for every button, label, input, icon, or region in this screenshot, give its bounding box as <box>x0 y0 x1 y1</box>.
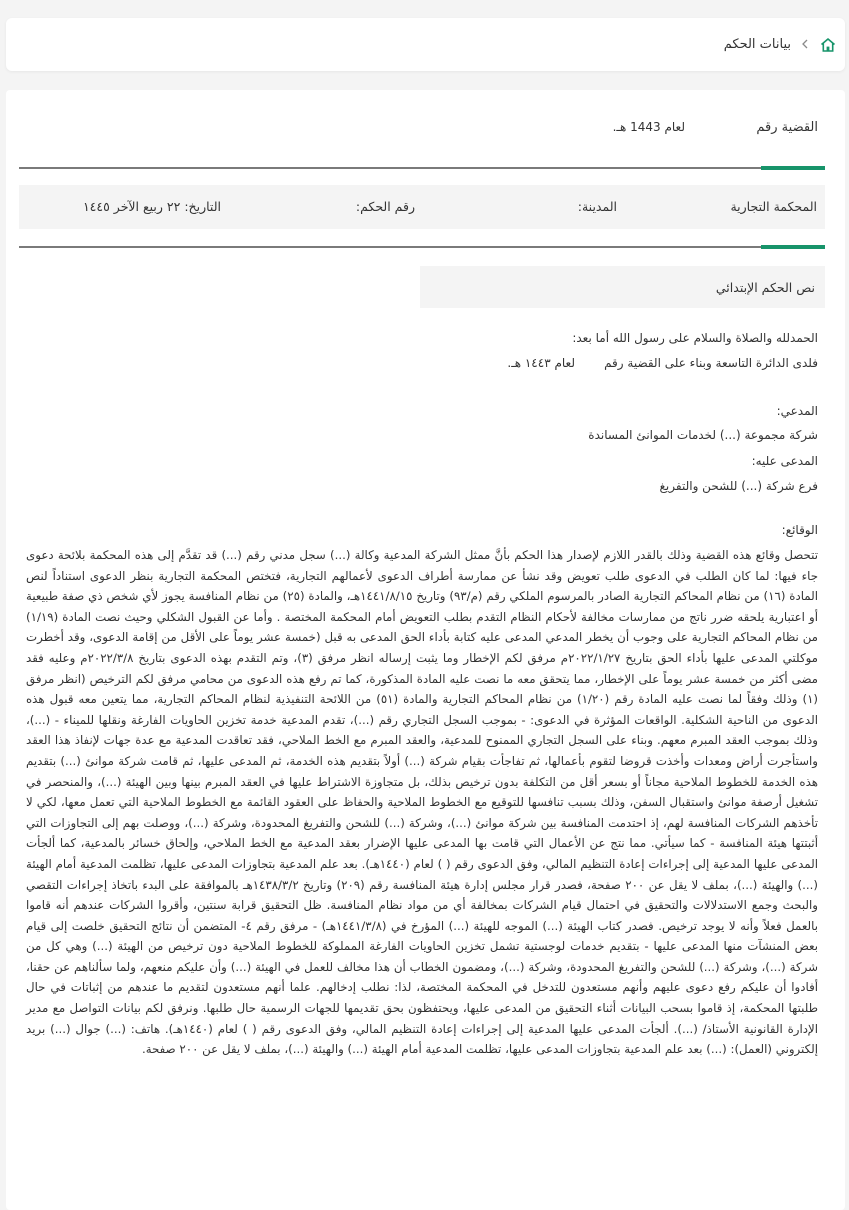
opening-line: الحمدلله والصلاة والسلام على رسول الله أما بعد: <box>572 331 818 345</box>
facts-label: الوقائع: <box>781 523 818 537</box>
divider-accent <box>761 166 825 170</box>
ruling-card <box>6 90 845 1210</box>
court-name: المحكمة التجارية <box>730 199 817 214</box>
case-year: لعام 1443 هـ. <box>612 120 685 134</box>
section-header <box>420 266 825 308</box>
plaintiff-value: شركة مجموعة (...) لخدمات الموانئ المساندة <box>588 428 818 442</box>
case-number-label: القضية رقم <box>756 120 818 135</box>
circuit-line: فلدى الدائرة التاسعة وبناء على القضية رقم <box>604 356 818 370</box>
plaintiff-label: المدعي: <box>776 404 818 418</box>
defendant-value: فرع شركة (...) للشحن والتفريغ <box>659 479 818 493</box>
section-title: نص الحكم الإبتدائي <box>715 280 815 295</box>
defendant-label: المدعى عليه: <box>751 454 818 468</box>
divider <box>19 246 825 248</box>
ruling-date: التاريخ: ٢٢ ربيع الآخر ١٤٤٥ <box>82 199 221 214</box>
breadcrumb <box>724 18 837 71</box>
city-label: المدينة: <box>577 199 617 214</box>
breadcrumb-bar <box>6 18 845 71</box>
divider <box>19 167 825 169</box>
divider-accent <box>761 245 825 249</box>
facts-paragraph: تتحصل وقائع هذه القضية وذلك بالقدر اللازم لإصدار هذا الحكم بأنَّ ممثل الشركة المدعية وكالة (...) سجل مدني رقم (...) قد تقدَّم إلى هذه المحكمة بلائحة دعوى جاء فيها: لما كان الطلب في الدعوى طلب تعويض وقد نشأ عن ممارسة أطراف الدعوى لأعمالهم التجارية، فتختص المحكمة التجارية بنظر الدعوى استناداً لنص المادة (١٦) من نظام المحاكم التجارية الصادر بالمرسوم الملكي رقم (م/٩٣) وتاريخ ١٤٤١/٨/١٥هـ، والمادة (٢٥) من نظام المنافسة يجوز لأي شخص ذي صفة طبيعية أو اعتبارية يلحقه ضرر ناتج من ممارسات مخالفة لأحكام النظام التقدم بطلب التعويض أمام المحكمة المختصة . وأما عن القبول الشكلي وحيث نصت المادة (١/١٩) من نظام المحاكم التجارية على وجوب أن يخطر المدعي المدعى عليه كتابة بأداء الحق المدعى به قبل (خمسة عشر يوماً على الأقل من إقامة الدعوى، وقد أخطرت موكلتي المدعى عليها بأداء الحق بتاريخ ٢٠٢٢/١/٢٧م مرفق لكم الإخطار وما يثبت إرساله انظر مرفق (٣)، وتم التقدم بهذه الدعوى بتاريخ ٢٠٢٢/٣/٨م وعليه فقد مضى أكثر من خمسة عشر يوماً على الإخطار، مما يتحقق معه ما نصت عليه المادة المذكورة، كما تم رفع هذه الدعوى من محامي مرفق لكم الترخيص (انظر مرفق (١) وذلك وفقاً لما نصت عليه المادة رقم (١/٢٠) من نظام المحاكم التجارية والمادة (٥١) من اللائحة التنفيذية لنظام المحاكم التجارية، مما يتعين معه قبول هذه الدعوى من الناحية الشكلية. الواقعات المؤثرة في الدعوى: - بموجب السجل التجاري رقم (...)، تقدم المدعية خدمة تخزين الحاويات الفارغة ونقلها للميناء - (...)، وذلك بموجب العقد المبرم معهم. وبناء على السجل التجاري الممنوح للمدعية، والعقد المبرم مع الخط الملاحي، فقد تعاقدت المدعية مع عدة جهات لإنفاذ هذا العقد واستأجرت أراض ومعدات وأخذت قروضا لتقوم بأعمالها، ثم تفاجأت بقيام شركة (...) أولاً بتقديم هذه الخدمة، ثم المدعى عليها، ثم قامت شركة موانئ (...) بتقديم هذه الخدمة للخطوط الملاحية مجاناً أو بسعر أقل من التكلفة بدون ترخيص بذلك، بل متجاوزة الاشتراط عليها في العقد المبرم بينها وبين الهيئة (...)، والمنحصر في تشغيل أرصفة موانئ واستقبال السفن، وذلك بسبب تنافسها للتوقيع مع الخطوط الملاحية والحفاظ على العقود القائمة مع الخطوط الملاحية التي تعمل معها، لكي لا تأخذهم الشركات المنافسة لهم، إذ احتدمت المنافسة بين شركة موانئ (...)، وشركة (...) للشحن والتفريغ المحدودة، وشركة (...)، ووصلت بهم إلى التجاوزات التي أثبتتها هيئة المنافسة - كما سيأتي. مما نتج عن الأعمال التي قامت بها المدعى عليها الإضرار بعقد المدعية مع الخط الملاحي، وإلحاق خسائر بالمدعية، كما ألجأت المدعى عليها المدعية إلى إجراءات إعادة التنظيم المالي، وفق الدعوى رقم ( ) لعام (١٤٤٠هـ). بعد علم المدعية بتجاوزات المدعى عليها، تظلمت المدعية أمام الهيئة (...) والهيئة (...)، بملف لا يقل عن ٢٠٠ صفحة، فصدر قرار مجلس إدارة هيئة المنافسة رقم (٢٠٩) وتاريخ ١٤٣٨/٣/٢هـ بالموافقة على البدء باتخاذ إجراءات التقصي والبحث وجمع الاستدلالات والتحقيق في احتمال قيام الشركات بمخالفة أي من مواد نظام المنافسة. ظل التحقيق قرابة سنتين، وأقروا الشركات عندهم أنه قاموا بالعمل فعلاً وأنه لا يوجد ترخيص. فصدر كتاب الهيئة (...) الموجه للهيئة (...) المؤرخ في (١٤٤١/٣/٨هـ) - مرفق رقم ٤- المتضمن أن نتائج التحقيق خلصت إلى قيام بعض المنشآت منها المدعى عليها - بتقديم خدمات لوجستية تشمل تخزين الحاويات الفارغة المملوكة للخطوط الملاحية دون ترخيص من الهيئة (...) وهي كل من شركة (...)، وشركة (...) للشحن والتفريغ المحدودة، وشركة (...)، ومضمون الخطاب أن هذا مخالف للعمل في الهيئة (...) وأن عليكم منعهم، ولما سألناهم عن حقنا، أفادوا أن عليكم رفع دعوى عليهم وأنهم مستعدون للتدخل في المحكمة المختصة، لذا: نطلب إدخالهم. علما أنهم مستعدون لتقديم ما عندهم من إثباتات في حال طلبتها المحكمة، إذ قاموا بسحب البيانات أثناء التحقيق من المدعى عليها، ويحتفظون بحق تقديمها للجهات الرسمية حال طلبها. ونرفق لكم بيانات التواصل مع مدير الإدارة القانونية الأستاذ/ (...). ألجأت المدعى عليها المدعية إلى إجراءات إعادة التنظيم المالي، وفق الدعوى رقم ( ) لعام (١٤٤٠هـ). هاتف: (...) جوال (...) بريد إلكتروني (العمل): (...) بعد علم المدعية بتجاوزات المدعى عليها، تظلمت المدعية أمام الهيئة (...) والهيئة (...)، بملف لا يقل عن ٢٠٠ صفحة. <box>26 548 819 1057</box>
home-icon[interactable] <box>819 36 837 54</box>
circuit-year: لعام ١٤٤٣ هـ. <box>507 356 575 370</box>
ruling-info-box <box>19 185 825 229</box>
chevron-left-icon <box>801 38 809 52</box>
ruling-number-label: رقم الحكم: <box>355 199 415 214</box>
breadcrumb-current: بيانات الحكم <box>723 37 791 52</box>
